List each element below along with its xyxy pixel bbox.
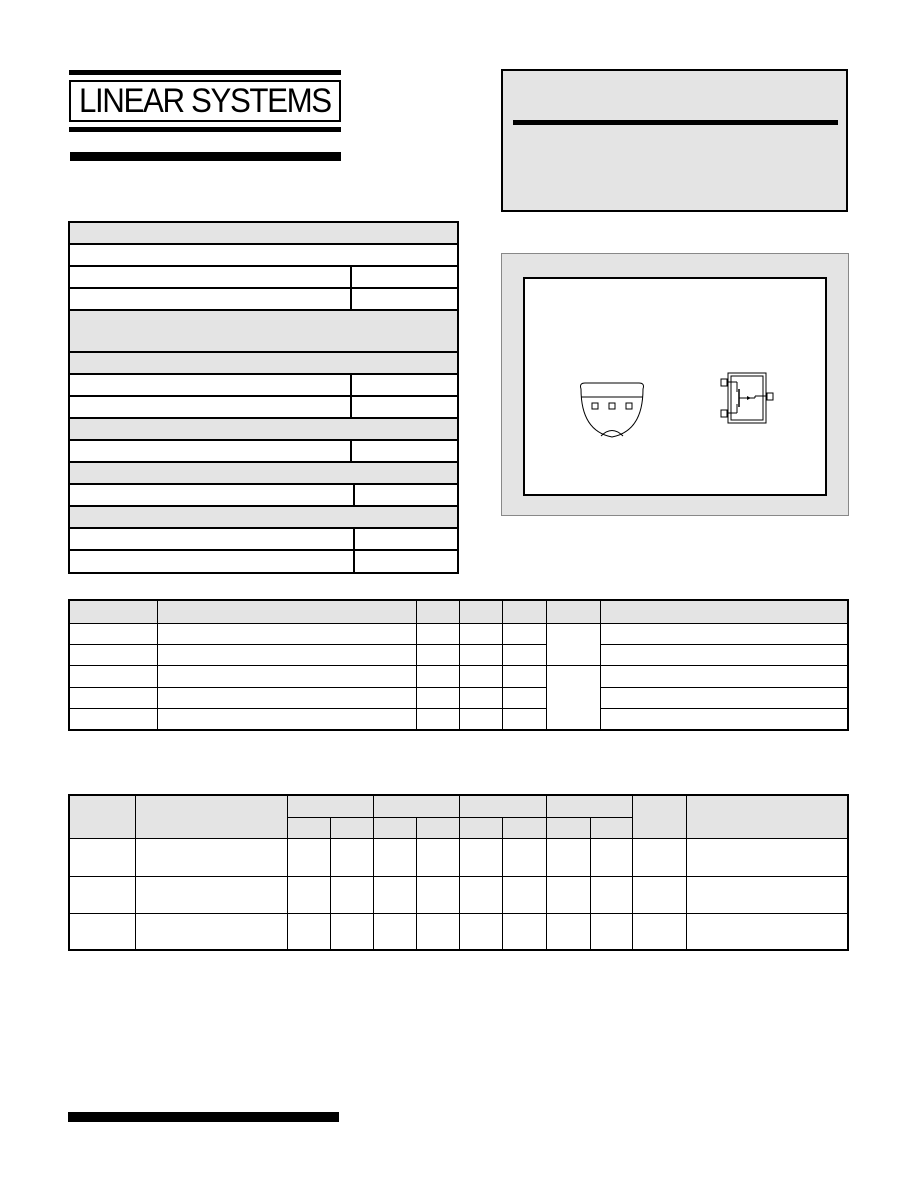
spec-row <box>70 289 457 311</box>
absolute-ratings-table <box>68 221 459 574</box>
company-logo <box>69 70 341 132</box>
spec-row <box>70 267 457 289</box>
package-drawings <box>525 279 825 494</box>
transistor-schematic-icon <box>721 373 773 423</box>
logo-text: LINEAR SYSTEMS <box>79 81 331 120</box>
part-title-box <box>501 69 848 212</box>
package-icon <box>581 383 644 437</box>
spec-section-header <box>70 353 457 375</box>
spec-section-header <box>70 507 457 529</box>
title-divider <box>513 120 838 125</box>
footer-rule <box>68 1112 339 1122</box>
spec-row <box>70 551 457 572</box>
header-rule <box>70 152 341 161</box>
spec-subheader <box>70 245 457 267</box>
spec-row <box>70 397 457 419</box>
spec-section-header <box>70 311 457 353</box>
spec-row <box>70 485 457 507</box>
logo-frame <box>69 80 341 122</box>
spec-section-header <box>70 419 457 441</box>
spec-section-header <box>70 223 457 245</box>
spec-row <box>70 375 457 397</box>
spec-row <box>70 529 457 551</box>
package-drawing-panel <box>501 253 849 516</box>
spec-row <box>70 441 457 463</box>
matched-characteristics-table <box>68 794 849 951</box>
spec-section-header <box>70 463 457 485</box>
electrical-characteristics-table <box>68 599 849 731</box>
package-drawing-frame <box>523 277 827 496</box>
